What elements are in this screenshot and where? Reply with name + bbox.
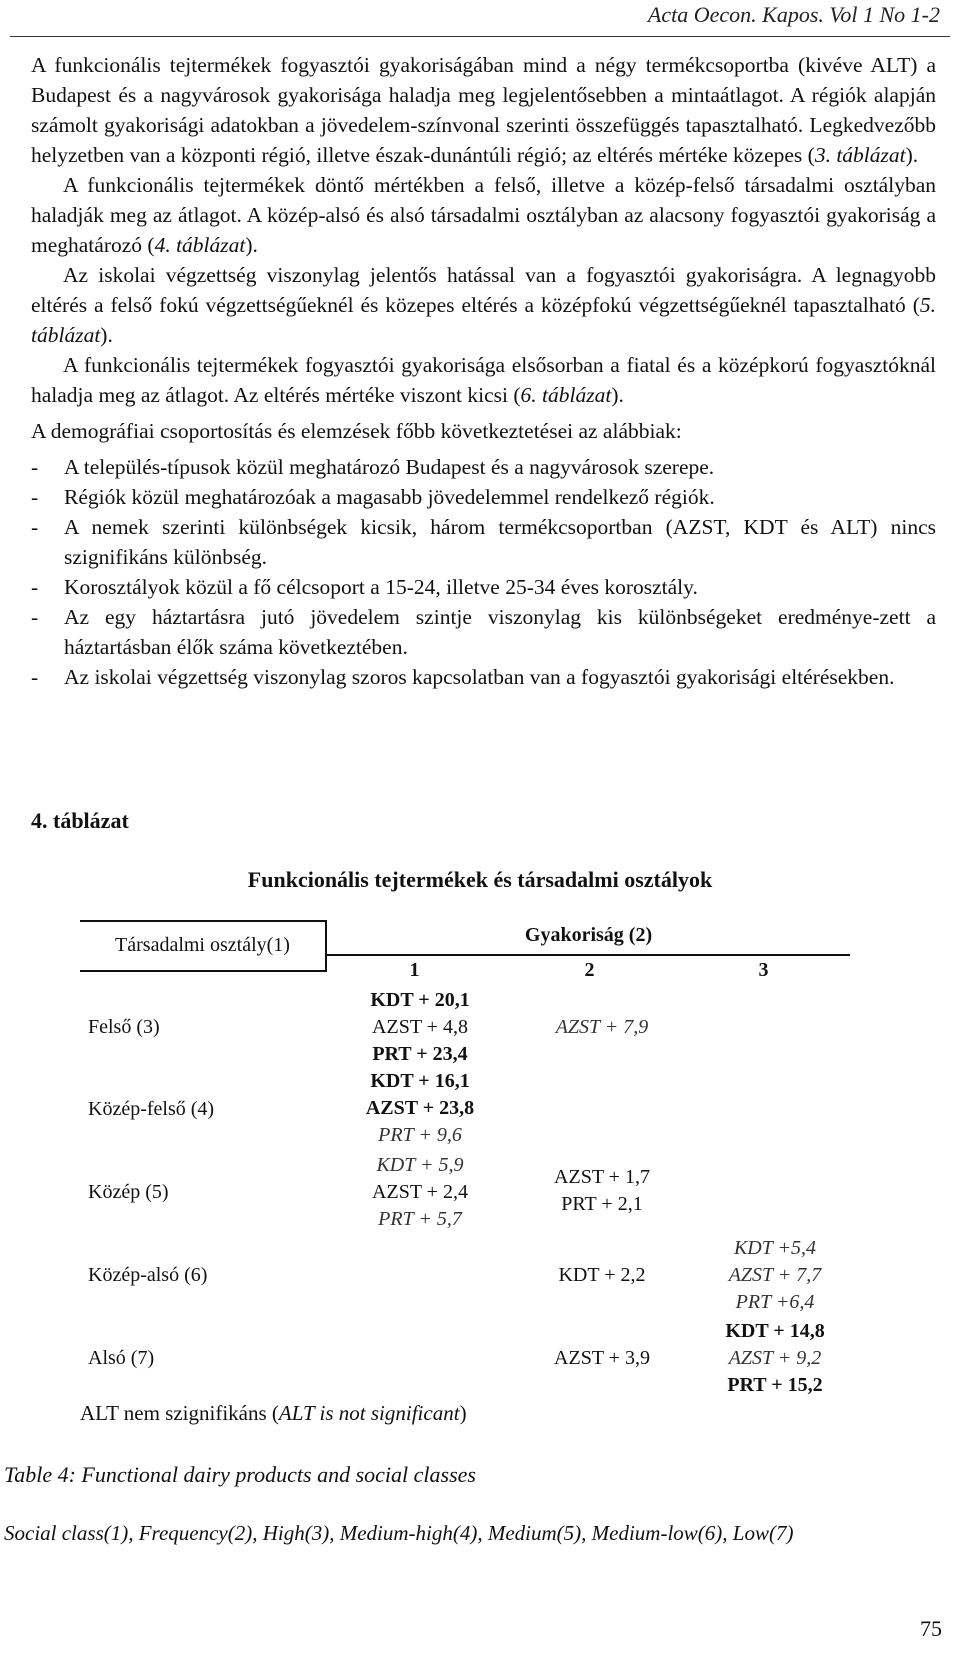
paragraph-1-end: ). — [905, 143, 919, 167]
list-dash: - — [31, 575, 39, 599]
list-item-text: Az egy háztartásra jutó jövedelem szintje viszonylag kis különbségeket eredménye-zett a háztartásban élők száma következtében. — [64, 605, 936, 659]
running-header: Acta Oecon. Kapos. Vol 1 No 1-2 — [647, 2, 940, 27]
table-cell: AZST + 23,8 — [365, 1097, 475, 1119]
paragraph-3-end: ). — [100, 323, 113, 347]
list-item-text: Korosztályok közül a fő célcsoport a 15-24, illetve 25-34 éves korosztály. — [64, 575, 698, 599]
paragraph-2-text: A funkcionális tejtermékek döntő mértékben a felső, illetve a közép-felső társadalmi osztályban haladják meg az átlagot. A közép-alsó és alsó társadalmi osztályban az alacsony fogyasztói gyakoriság a meghatározó ( — [31, 173, 936, 257]
frequency-col-1: 1 — [409, 959, 420, 981]
table-cell: KDT + 20,1 — [370, 989, 470, 1011]
table-cell: KDT + 14,8 — [725, 1320, 825, 1342]
paragraph-4-end: ). — [611, 383, 624, 407]
table-legend-english: Social class(1), Frequency(2), High(3), Medium-high(4), Medium(5), Medium-low(6), Low(7) — [4, 1521, 794, 1545]
table-reference-3: 3. táblázat — [814, 143, 906, 167]
list-dash: - — [31, 515, 39, 539]
paragraph-5: A demográfiai csoportosítás és elemzések főbb következtetései az alábbiak: — [31, 419, 682, 443]
table-cell: AZST + 2,4 — [372, 1181, 468, 1203]
list-item — [31, 662, 936, 692]
row-label-also: Alsó (7) — [88, 1347, 155, 1369]
body-text — [31, 50, 936, 692]
table-cell: AZST + 3,9 — [554, 1347, 650, 1369]
list-dash: - — [31, 605, 39, 629]
table-reference-5: 5. táblázat — [31, 293, 936, 347]
table-cell: AZST + 9,2 — [728, 1347, 822, 1369]
list-item-text: A nemek szerinti különbségek kicsik, három termékcsoportban (AZST, KDT és ALT) nincs szignifikáns különbség. — [64, 515, 936, 569]
table-cell: PRT + 23,4 — [372, 1043, 468, 1065]
table-cell: KDT + 5,9 — [376, 1154, 464, 1176]
paragraph-1-text: A funkcionális tejtermékek fogyasztói gyakoriságában mind a négy termékcsoportba (kivéve ALT) a Budapest és a nagyvárosok gyakorisága haladja meg legjelentősebben a mintaátlagot. A régiók alapján számolt gyakorisági adatokban a jövedelem-színvonal szerinti összefüggés tapasztalható. Legkedvezőbb helyzetben van a központi régió, illetve észak-dunántúli régió; az eltérés mértéke közepes ( — [31, 53, 936, 167]
paragraph-1 — [31, 50, 936, 170]
list-item-text: Az iskolai végzettség viszonylag szoros kapcsolatban van a fogyasztói gyakorisági eltérésekben. — [64, 665, 895, 689]
table-cell: PRT +6,4 — [735, 1291, 815, 1313]
column-header-social-class: Társadalmi osztály(1) — [115, 934, 290, 956]
list-item-text: A település-típusok közül meghatározó Budapest és a nagyvárosok szerepe. — [64, 455, 715, 479]
table-reference-6: 6. táblázat — [520, 383, 612, 407]
table-cell: AZST + 1,7 — [554, 1166, 650, 1188]
header-rule — [10, 36, 950, 37]
row-label-felso: Felső (3) — [88, 1016, 160, 1038]
list-item-text: Régiók közül meghatározóak a magasabb jövedelemmel rendelkező régiók. — [64, 485, 715, 509]
table-rule-header-right — [325, 954, 850, 956]
table-cell: AZST + 7,9 — [555, 1016, 649, 1038]
list-dash: - — [31, 665, 39, 689]
paragraph-4-text: A funkcionális tejtermékek fogyasztói gyakorisága elsősorban a fiatal és a középkorú fogyasztóknál haladja meg az átlagot. Az eltérés mértéke viszont kicsi ( — [31, 353, 936, 407]
table-label: 4. táblázat — [31, 808, 129, 833]
list-item — [31, 512, 936, 572]
table-rule-top-left — [80, 920, 325, 922]
table-cell: AZST + 4,8 — [372, 1016, 468, 1038]
table-cell: PRT + 5,7 — [378, 1208, 462, 1230]
row-label-kozep-also: Közép-alsó (6) — [88, 1264, 208, 1286]
table-cell: PRT + 9,6 — [378, 1124, 462, 1146]
table-caption-english: Table 4: Functional dairy products and social classes — [4, 1462, 476, 1487]
conclusions-list — [31, 452, 936, 692]
table-cell: AZST + 7,7 — [728, 1264, 822, 1286]
note-italic: ALT is not significant — [278, 1401, 460, 1425]
table-cell: KDT + 2,2 — [558, 1264, 646, 1286]
frequency-col-3: 3 — [758, 959, 769, 981]
table-cell: KDT +5,4 — [733, 1237, 817, 1259]
paragraph-4 — [31, 350, 936, 410]
paragraph-2-end: ). — [245, 233, 258, 257]
list-item — [31, 602, 936, 662]
table-cell: PRT + 15,2 — [727, 1374, 823, 1396]
list-dash: - — [31, 455, 39, 479]
table-rule-header-left — [80, 970, 327, 972]
paragraph-3-text: Az iskolai végzettség viszonylag jelentős hatással van a fogyasztói gyakoriságra. A legnagyobb eltérés a felső fokú végzettségűeknél és közepes eltérés a középfokú végzettségűeknél tapasztalható ( — [31, 263, 936, 317]
paragraph-2 — [31, 170, 936, 260]
list-item — [31, 452, 936, 482]
table-cell: PRT + 2,1 — [561, 1193, 643, 1215]
note-suffix: ) — [459, 1401, 467, 1425]
list-dash: - — [31, 485, 39, 509]
table-note — [80, 1401, 467, 1426]
paragraph-3 — [31, 260, 936, 350]
table-reference-4: 4. táblázat — [154, 233, 246, 257]
table-cell: KDT + 16,1 — [370, 1070, 470, 1092]
page-number: 75 — [920, 1616, 942, 1641]
column-group-frequency: Gyakoriság (2) — [524, 924, 653, 946]
row-label-kozep: Közép (5) — [88, 1181, 169, 1203]
row-label-kozep-felso: Közép-felső (4) — [88, 1098, 215, 1120]
frequency-col-2: 2 — [584, 959, 595, 981]
note-prefix: ALT nem szignifikáns ( — [80, 1401, 279, 1425]
table-title: Funkcionális tejtermékek és társadalmi osztályok — [247, 867, 713, 892]
list-item — [31, 572, 936, 602]
list-item — [31, 482, 936, 512]
